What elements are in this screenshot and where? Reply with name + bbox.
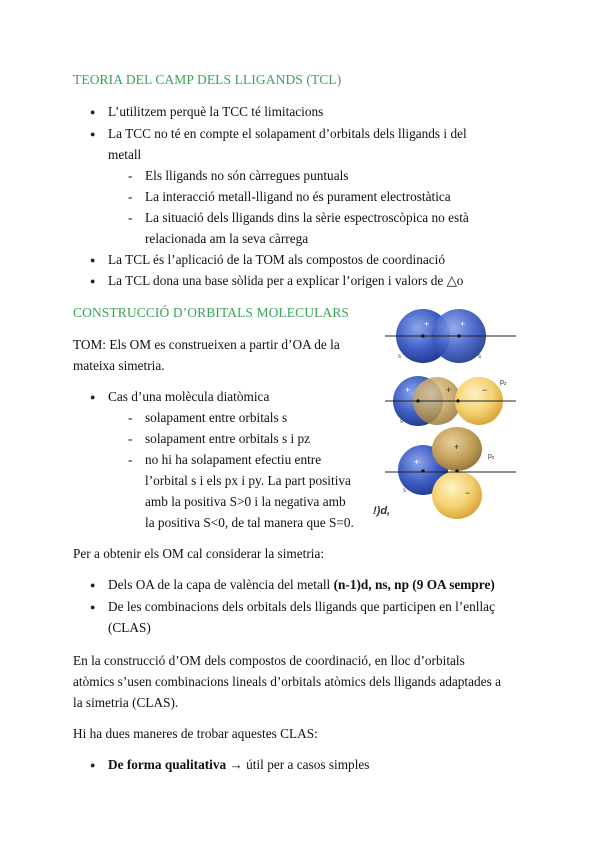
nucleus-dot [456, 399, 459, 402]
paragraph-line: TOM: Els OM es construeixen a partir d’OA de la [73, 337, 340, 352]
orbital-label: s [478, 354, 481, 360]
list-item-continuation: (CLAS) [108, 620, 151, 635]
phase-sign: − [482, 385, 488, 395]
list-item: ● La TCL és l’aplicació de la TOM als compostos de coordinació [108, 250, 445, 270]
phase-sign: + [405, 385, 411, 395]
s-px-no-overlap-diagram [373, 427, 516, 519]
phase-sign: + [424, 319, 430, 329]
paragraph-line: mateixa simetria. [73, 358, 165, 373]
paragraph-line: la simetria (CLAS). [73, 695, 179, 710]
phase-sign: − [465, 488, 471, 498]
list-item-continuation: metall [108, 147, 142, 162]
px-orbital-negative-lobe [432, 471, 482, 519]
paragraph-line: Per a obtenir els OM cal considerar la simetria: [73, 546, 325, 561]
nucleus-dot [455, 469, 458, 472]
list-item: ● L’utilitzem perquè la TCC té limitacions [108, 102, 323, 122]
list-item [108, 755, 369, 775]
nucleus-dot [421, 469, 424, 472]
s-s-overlap-diagram [385, 309, 516, 363]
section-title-tcl: TEORIA DEL CAMP DELS LLIGANDS (TCL) [73, 72, 342, 87]
paragraph-line: Hi ha dues maneres de trobar aquestes CLAS: [73, 726, 318, 741]
nucleus-dot [416, 399, 419, 402]
s-pz-overlap-diagram [385, 376, 516, 426]
list-item: ● La TCC no té en compte el solapament d’orbitals dels lligands i del [108, 124, 467, 144]
nucleus-dot [457, 334, 460, 337]
orbital-label: pz [500, 379, 507, 387]
list-item-bold: (n-1)d, ns, np (9 OA sempre) [333, 577, 495, 592]
paragraph-line: atòmics s’usen combinacions lineals d’orbitals atòmics dels lligands adaptades a [73, 674, 501, 689]
sub-list-item: - solapament entre orbitals s i pz [145, 429, 310, 449]
sub-list-item-continuation: amb la positiva S>0 i la negativa amb [145, 494, 346, 509]
list-item [108, 575, 495, 595]
cropped-text-fragment: !)d, [373, 505, 391, 517]
orbital-label: s [403, 488, 406, 494]
orbital-label: s [400, 419, 403, 425]
list-item: ● De les combinacions dels orbitals dels lligands que participen en l’enllaç [108, 597, 495, 617]
sub-list-item: - Els lligands no són càrregues puntuals [145, 166, 348, 186]
orbital-label: s [398, 354, 401, 360]
list-item-text: → útil per a casos simples [226, 757, 370, 772]
list-item-text: Dels OA de la capa de valència del metall [108, 577, 334, 592]
sub-list-item-continuation: relacionada am la seva càrrega [145, 231, 309, 246]
sub-list-item: - La situació dels lligands dins la sèrie espectroscòpica no està [145, 208, 469, 228]
nucleus-dot [421, 334, 424, 337]
phase-sign: + [460, 319, 466, 329]
phase-sign: + [414, 457, 420, 467]
paragraph-line: En la construcció d’OM dels compostos de coordinació, en lloc d’orbitals [73, 653, 465, 668]
phase-sign: + [446, 385, 452, 395]
list-item: ● Cas d’una molècula diatòmica [108, 387, 269, 407]
section-title-om: CONSTRUCCIÓ D’ORBITALS MOLECULARS [73, 305, 349, 320]
sub-list-item: - La interacció metall-lligand no és purament electrostàtica [145, 187, 451, 207]
sub-list-item-continuation: la positiva S<0, de tal manera que S=0. [145, 515, 354, 530]
sub-list-item: - solapament entre orbitals s [145, 408, 287, 428]
orbital-label: px [488, 453, 495, 461]
list-item: ● La TCL dona una base sòlida per a explicar l’origen i valors de △o [108, 271, 463, 291]
sub-list-item-continuation: l’orbital s i els px i py. La part positiva [145, 473, 351, 488]
list-item-bold: De forma qualitativa [108, 757, 227, 772]
phase-sign: + [454, 442, 460, 452]
orbital-overlap-figure [370, 305, 520, 530]
sub-list-item: - no hi ha solapament efectiu entre [145, 450, 321, 470]
